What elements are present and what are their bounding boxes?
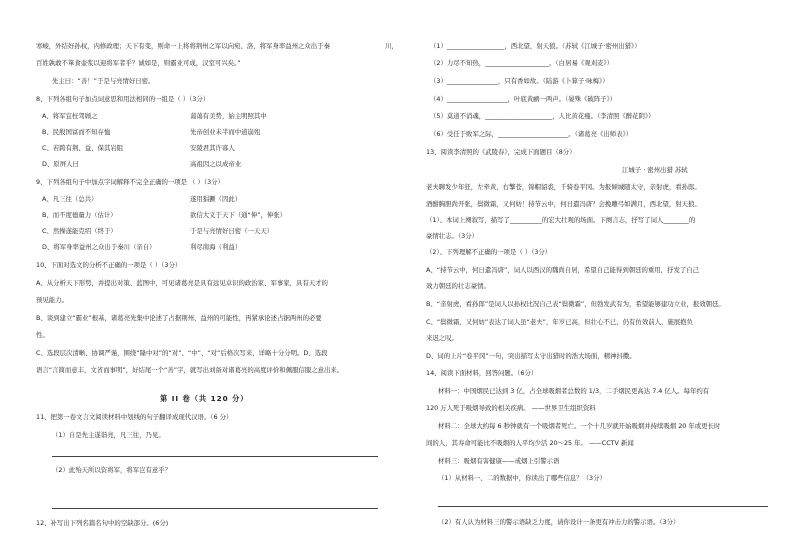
question-14: 14、阅读下面材料，回答问题。（6分） [426, 369, 538, 377]
question-8: 8、下列各组句子加点词意思和用法相同的一组是（ ）（3分） [36, 95, 210, 103]
option-c-pair: 于是与亮情好日密（一天天） [190, 227, 274, 235]
question-9: 9、下列各组句子中加点字词解释不完全正确的一项是 （ ）（3分） [36, 178, 224, 186]
poem-line: 酒酣胸胆尚开张，鬓微霜，又何妨！持节云中，何日遣冯唐？会挽雕弓如满月，西北望，射天狼。 [426, 200, 701, 208]
option-a-pair: 遂用猖獗（因此） [190, 195, 242, 203]
answer-line[interactable] [52, 508, 378, 509]
option-c: C、“鬓微霜，又何妨”表达了词人虽“老夫”，年岁已高，但壮心不已，仍有仿效前人，施展抱负 [426, 318, 693, 326]
option-b: B、“亲射虎，看孙郎”是词人以孙权比况自己表“鬓微霜”，但勃发武有为，希望能够建功立业，报效朝廷。 [426, 300, 725, 308]
translate-item-2: （2）此殆天所以资将军，将军岂有意乎？ [52, 466, 172, 474]
fill-blank-1: （1）__________________，西北望，射天狼。（苏轼《江城子·密州出猎》） [430, 42, 641, 50]
passage-line: 寒峻，外结好孙权，内修政理；天下有变，则命一上将将荆州之军以向宛、洛，将军身率益州之众出于秦 [36, 42, 330, 50]
option-b-cont: 性。 [36, 331, 49, 339]
option-c-pair: 安陵君其许寡人 [190, 144, 235, 152]
question-12: 12、补写出下列名篇名句中的空缺部分。(6分) [36, 519, 169, 527]
option-b: B、谈到建立“霸业”根基，诸葛亮先集中论述了占据荆州、益州的可能性，再紧承论述占据两州的必要 [36, 314, 322, 322]
option-b: B、而不度德量力（估计） [42, 211, 117, 219]
option-c-cont: 来迟之叹。 [426, 334, 458, 342]
fill-blank-6: （6）受任于败军之际，______________________。（诸葛亮《出师表》） [430, 130, 633, 138]
question-11: 11、把第一卷文言文阅读材料中划线的句子翻译成现代汉语。（6 分） [36, 413, 233, 421]
option-c: C、然操遂能克绍（终于） [42, 227, 117, 235]
sub-question-14-1: （1）从材料一、二的数据中，你读出了哪些信息？（3分） [438, 474, 606, 482]
option-b: B、民殷国富而不知存恤 [42, 128, 111, 136]
passage-line: 川， [385, 42, 398, 50]
option-d-pair: 高祖因之以成帝业 [190, 160, 242, 168]
option-d: D、将军身率益州之众出于秦川（亲自） [42, 243, 156, 251]
option-a: A、将军宜枉驾顾之 [42, 112, 98, 120]
option-c: C、若跨有荆、益，保其岩阻 [42, 144, 124, 152]
fill-blank-3: （3）________________，只有香如故。（陆游《卜算子·咏梅》） [430, 77, 609, 85]
option-c: C、选段层次清晰、协调严谨，围绕“隆中对”的“对”、“中”、“对”后格次写来，详略十分分明。D、选段 [36, 349, 328, 357]
option-a: A、从分析天下形势，并提出对策、蓝图中，可见诸葛亮是具有远见卓识的政治家、军事家，具有天才的 [36, 279, 328, 287]
sub-question-2: （2）、下列理解不正确的一项是（ ）（3分） [426, 248, 552, 256]
material-two-cont: 间的人，其寿命可能比不吸烟的人平均少活 20～25 年。 ——CCTV 新闻 [426, 439, 634, 447]
answer-line[interactable] [438, 506, 768, 507]
option-a-cont: 效力朝廷的壮志豪情。 [426, 282, 490, 290]
part-two-heading: 第 II 卷（共 120 分） [160, 394, 249, 403]
option-a-cont: 预见能力。 [36, 296, 68, 304]
right-column [398, 0, 794, 550]
option-a: A、“持节云中，何日遣冯唐”，词人以西汉的魏尚自居，希望自己能得到朝廷的重用，抒发了自己 [426, 266, 700, 274]
sub-question-1-cont: 豪情壮志。（3分） [426, 232, 478, 240]
poem-line: 老夫聊发少年狂，左牵黄，右擎苍，锦帽貂裘，千骑卷平冈。为报倾城随太守，亲射虎，看孙郎。 [426, 183, 701, 191]
option-b-pair: 欲信大义于天下（通“伸”，伸张） [190, 211, 287, 219]
material-one-cont: 120 万人死于吸烟导致的相关疾病。 ——世界卫生组织资料 [426, 404, 596, 412]
passage-line: 百姓孰敢不箪食壶浆以迎将军者乎？诚如是，则霸业可成，汉室可兴矣。” [36, 59, 241, 67]
fill-blank-4: （4）___________________，叶底黄鹂一两声。（晏殊《破阵子》） [430, 95, 617, 103]
answer-line[interactable] [52, 456, 378, 457]
option-a: A、凡三往（总共） [42, 195, 98, 203]
translate-item-1: （1）自是先主遂诣亮，凡三往，乃见。 [52, 431, 165, 439]
fill-blank-5: （5）莫道不消魂，_____________________，人比黄花瘦。（李清照《醉花阴》） [430, 112, 655, 120]
passage-line: 先主曰：“善！”于是与亮情好日密。 [52, 77, 155, 85]
sub-question-1: （1）、本词上阕叙写，描写了__________的宏大壮观的场面。下阕言志，抒写了词人________的 [426, 216, 696, 224]
fill-blank-2: （2）力尽不知热，____________________。（白居易《观刈麦》） [430, 59, 613, 67]
sub-question-14-2: （2）有人认为材料三的警示语缺乏力度，请你设计一条更有冲击力的警示语。（3分） [438, 518, 680, 526]
option-d: D、词的上片“卷平冈”一句，突出描写太守出猎时的浩大场面，精神抖擞。 [426, 352, 636, 360]
option-a-pair: 蔼蔼有美势，始主明照其中 [190, 112, 267, 120]
option-d: D、原屏人曰 [42, 160, 79, 168]
option-c-cont: 语言“言简而意丰，文省而事明”，好结尾一个“善”字，就写出刘备对诸葛亮的高度评价和佩服信服之意出来。 [36, 366, 344, 374]
poem-title: 江城子 · 密州出猎 苏轼 [622, 166, 688, 174]
question-13: 13、阅读李清照的《武陵春》，完成下面题目（8分） [426, 148, 576, 156]
material-two: 材料二：全球大约每 6 秒钟就有一个吸烟者死亡。一个十几岁就开始吸烟并持续吸烟 20 年或更长时 [438, 422, 721, 430]
material-three: 材料三：吸烟有害健康——戒烟上引警示语 [438, 457, 560, 465]
question-10: 10、下面对选文的分析不正确的一项是（ ）（3分） [36, 261, 182, 269]
option-b-pair: 先帝创业未半而中道崩殂 [190, 128, 261, 136]
option-d-pair: 利尽南海（利益） [190, 243, 242, 251]
material-one: 材料一：中国烟民已达到 3 亿，占全球吸烟者总数的 1/3，二手烟民更高达 7.4 亿人。每年约有 [438, 387, 710, 395]
